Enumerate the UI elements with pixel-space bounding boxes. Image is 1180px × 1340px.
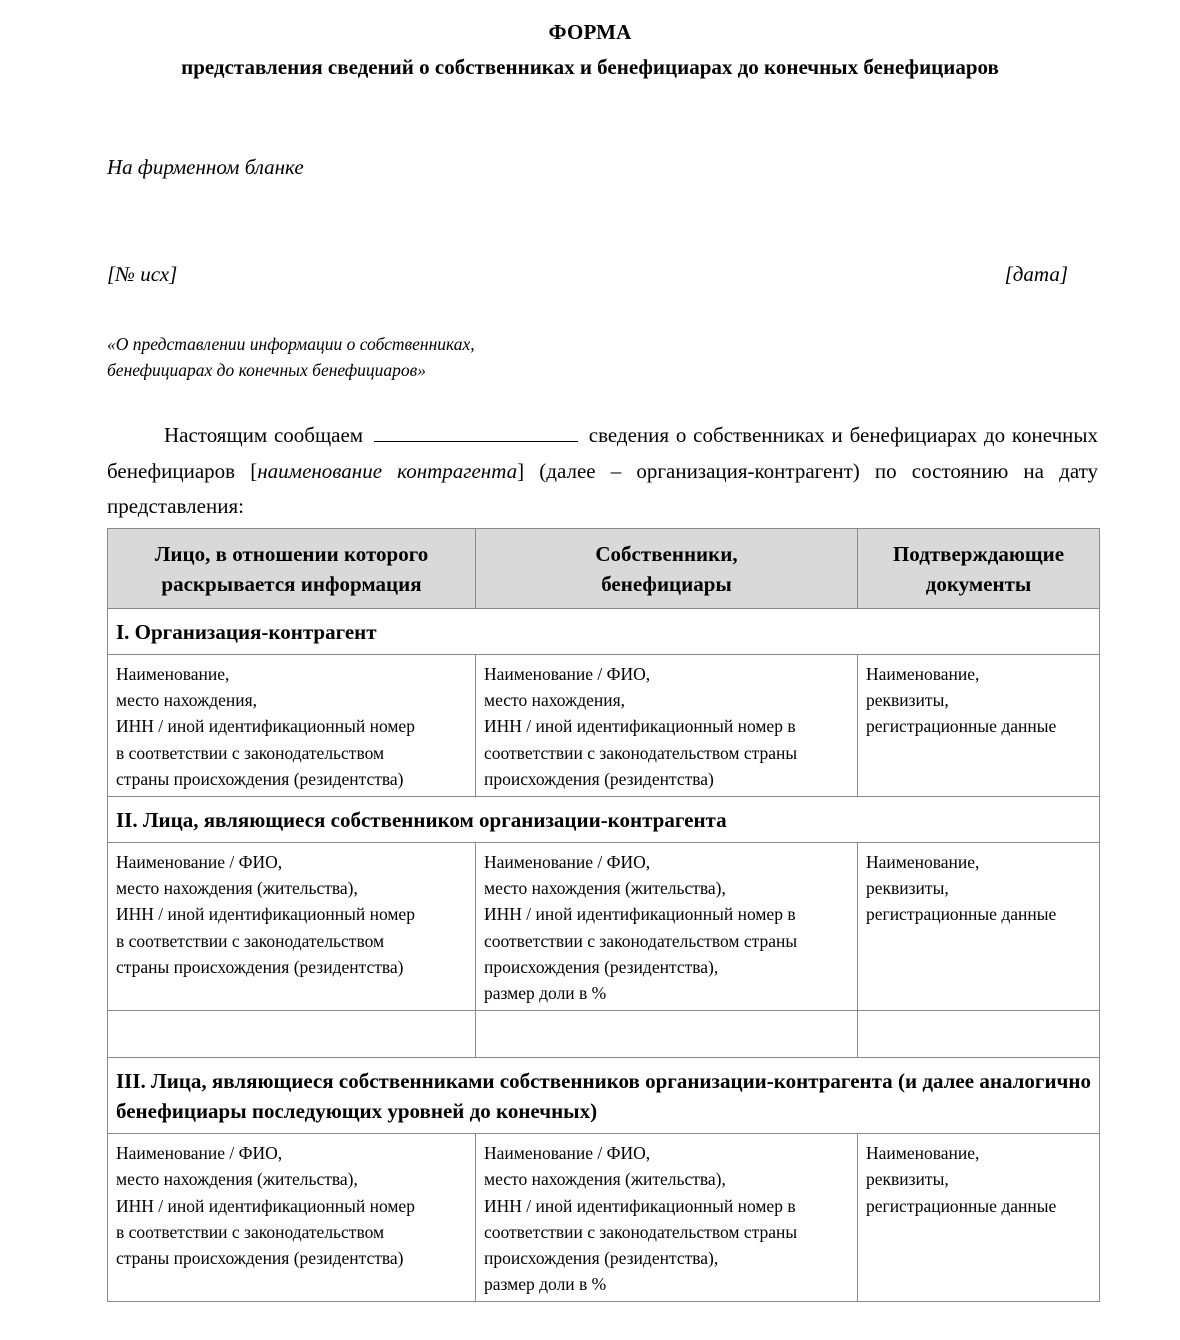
- table-row: [108, 1134, 1100, 1302]
- section-row: [108, 609, 1100, 655]
- body-part-3: ] (далее – организация-контрагент) по состоянию на дату представления:: [107, 458, 1098, 518]
- outgoing-number-placeholder: [№ исх]: [107, 262, 178, 286]
- cell-line: страны происхождения (резидентства): [116, 1248, 404, 1269]
- blank-fill-line[interactable]: [374, 421, 578, 442]
- letter-subject: [107, 331, 475, 383]
- cell-line: ИНН / иной идентификационный номер в: [484, 1195, 796, 1216]
- section-title: I. Организация-контрагент: [108, 609, 1100, 655]
- empty-table-row: [108, 1011, 1100, 1058]
- table-cell-col1: [108, 1134, 476, 1302]
- cell-line: ИНН / иной идентификационный номер в: [484, 904, 796, 925]
- cell-line: ИНН / иной идентификационный номер: [116, 904, 415, 925]
- column-header-documents: Подтверждающие документы: [858, 529, 1100, 609]
- cell-line: место нахождения (жительства),: [484, 1169, 726, 1190]
- cell-line: происхождения (резидентства): [484, 768, 714, 789]
- letterhead-note: На фирменном бланке: [107, 155, 304, 179]
- beneficiaries-table: [107, 528, 1100, 1302]
- cell-line: Наименование,: [866, 664, 980, 684]
- table-cell-col1: [108, 655, 476, 797]
- table-cell-col3: [858, 1134, 1100, 1302]
- body-paragraph: [107, 418, 1098, 525]
- cell-line: Наименование,: [866, 1143, 980, 1164]
- cell-line: происхождения (резидентства),: [484, 956, 719, 977]
- table-cell-col2: [476, 1134, 858, 1302]
- table-cell-col2: [476, 843, 858, 1011]
- cell-line: размер доли в %: [484, 1274, 607, 1295]
- cell-line: соответствии с законодательством страны: [484, 1221, 798, 1242]
- cell-line: страны происхождения (резидентства): [116, 768, 404, 789]
- table-cell-col2: [476, 655, 858, 797]
- subject-line-2: бенефициарах до конечных бенефициаров»: [107, 360, 426, 380]
- cell-line: соответствии с законодательством страны: [484, 742, 798, 763]
- body-part-1: Настоящим сообщаем: [164, 423, 364, 447]
- cell-line: в соответствии с законодательством: [116, 930, 385, 951]
- cell-line: ИНН / иной идентификационный номер: [116, 1195, 415, 1216]
- cell-line: место нахождения (жительства),: [116, 1169, 358, 1190]
- table-cell-col3: [858, 655, 1100, 797]
- cell-line: регистрационные данные: [866, 716, 1057, 737]
- date-placeholder: [дата]: [1004, 262, 1068, 286]
- table-cell-col1: [108, 843, 476, 1011]
- cell-line: Наименование / ФИО,: [484, 1143, 651, 1164]
- cell-line: страны происхождения (резидентства): [116, 956, 404, 977]
- empty-cell[interactable]: [108, 1011, 476, 1058]
- cell-line: соответствии с законодательством страны: [484, 930, 798, 951]
- cell-line: Наименование,: [116, 664, 230, 684]
- cell-line: место нахождения (жительства),: [116, 878, 358, 899]
- cell-line: Наименование / ФИО,: [116, 852, 283, 873]
- cell-line: в соответствии с законодательством: [116, 742, 385, 763]
- section-title: III. Лица, являющиеся собственниками собственников организации-контрагента (и далее аналогично бенефициары последующих уровней до конечных): [108, 1058, 1100, 1134]
- table-cell-col3: [858, 843, 1100, 1011]
- cell-line: Наименование / ФИО,: [484, 664, 651, 684]
- section-row: [108, 1058, 1100, 1134]
- form-title: ФОРМА: [548, 20, 632, 44]
- cell-line: место нахождения (жительства),: [484, 878, 726, 899]
- cell-line: место нахождения,: [116, 690, 258, 711]
- cell-line: размер доли в %: [484, 983, 607, 1004]
- column-header-person: Лицо, в отношении которого раскрывается информация: [108, 529, 476, 609]
- body-part-2: сведения о собственниках и бенефициарах до конечных бенефициаров [: [107, 423, 1099, 483]
- section-row: [108, 797, 1100, 843]
- cell-line: реквизиты,: [866, 1169, 949, 1190]
- column-header-owners: Собственники, бенефициары: [476, 529, 858, 609]
- cell-line: Наименование / ФИО,: [116, 1143, 283, 1164]
- table-row: [108, 655, 1100, 797]
- cell-line: реквизиты,: [866, 878, 949, 899]
- counterparty-name-placeholder: наименование контрагента: [257, 458, 518, 483]
- cell-line: Наименование,: [866, 852, 980, 873]
- cell-line: регистрационные данные: [866, 1195, 1057, 1216]
- section-title: II. Лица, являющиеся собственником организации-контрагента: [108, 797, 1100, 843]
- cell-line: реквизиты,: [866, 690, 949, 711]
- cell-line: происхождения (резидентства),: [484, 1248, 719, 1269]
- cell-line: регистрационные данные: [866, 904, 1057, 925]
- form-subtitle: представления сведений о собственниках и бенефициарах до конечных бенефициаров: [181, 55, 999, 79]
- subject-line-1: «О представлении информации о собственниках,: [107, 334, 475, 354]
- cell-line: ИНН / иной идентификационный номер в: [484, 716, 796, 737]
- cell-line: ИНН / иной идентификационный номер: [116, 716, 415, 737]
- table-header-row: [108, 529, 1100, 609]
- cell-line: Наименование / ФИО,: [484, 852, 651, 873]
- empty-cell[interactable]: [858, 1011, 1100, 1058]
- table-row: [108, 843, 1100, 1011]
- empty-cell[interactable]: [476, 1011, 858, 1058]
- cell-line: в соответствии с законодательством: [116, 1221, 385, 1242]
- cell-line: место нахождения,: [484, 690, 626, 711]
